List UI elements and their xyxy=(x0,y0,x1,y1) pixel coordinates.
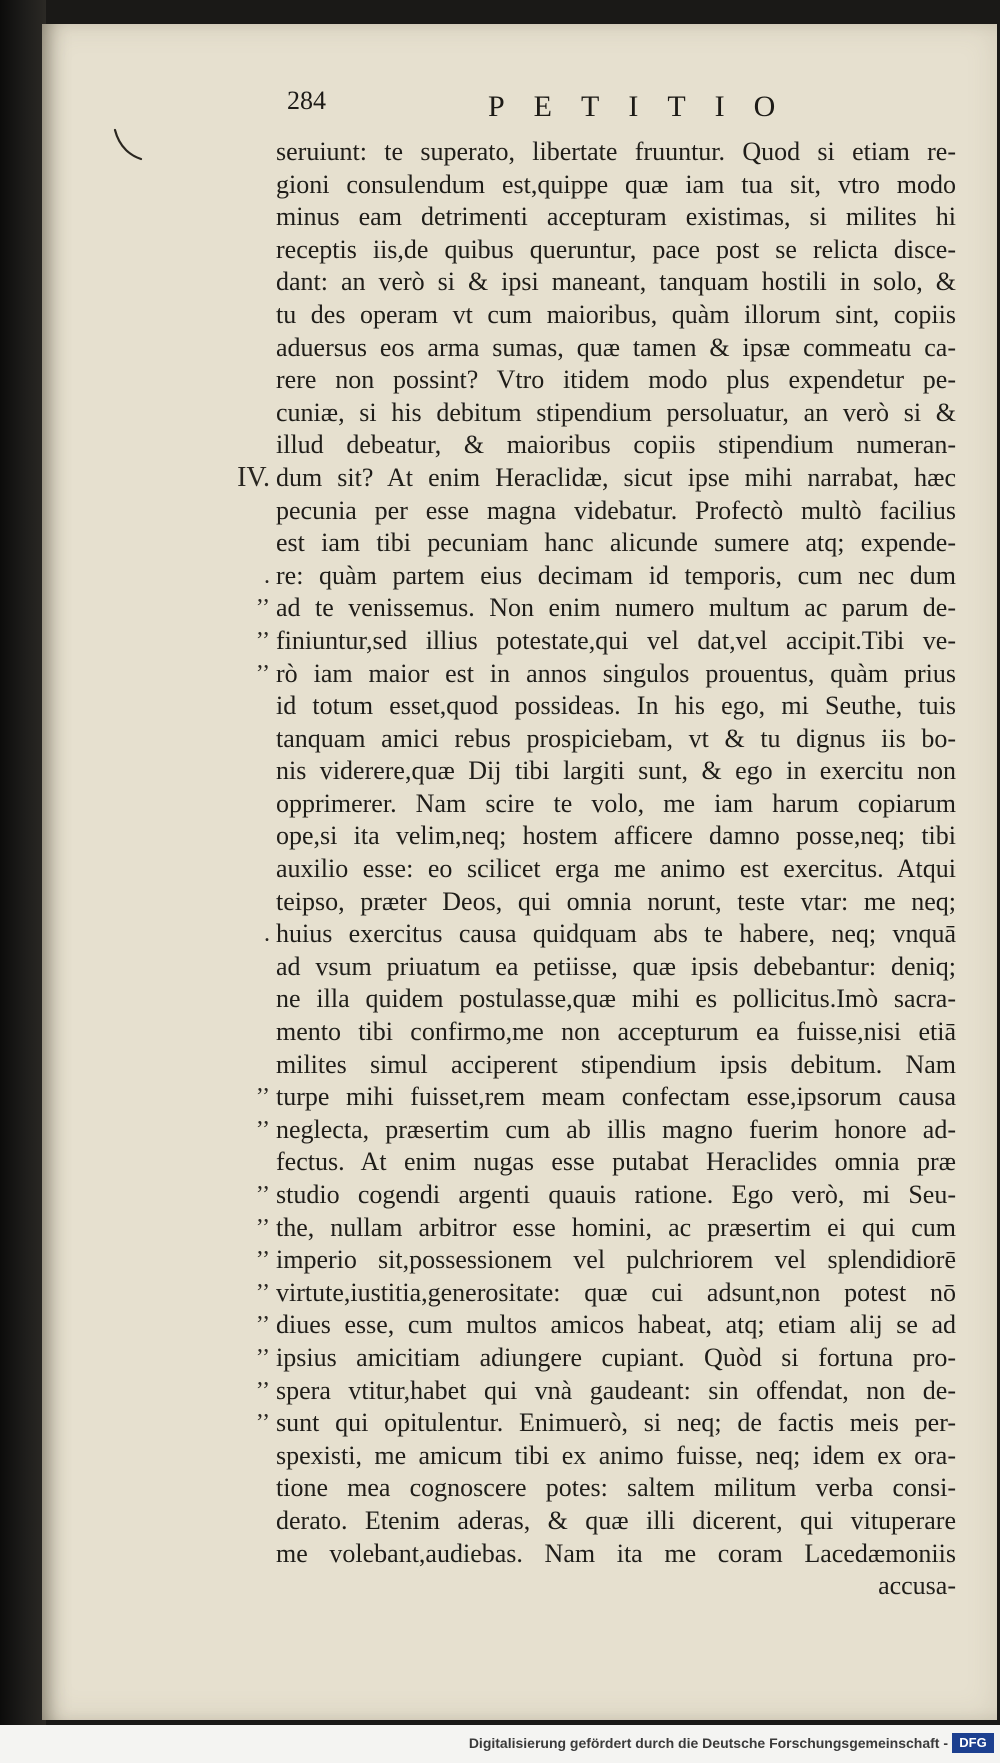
quote-mark: ’’ xyxy=(255,1410,270,1437)
text-line: ipsius amicitiam adiungere cupiant. Quòd si fortuna pro- xyxy=(276,1342,956,1372)
margin-blank xyxy=(224,495,276,528)
text-line: illud debeatur, & maioribus copiis stipendium numeran- xyxy=(276,430,956,460)
margin-blank xyxy=(224,1049,276,1082)
margin-blank xyxy=(224,201,276,234)
text-line: aduersus eos arma sumas, quæ tamen & ipsæ commeatu ca- xyxy=(276,332,956,362)
dfg-logo: DFG xyxy=(952,1733,994,1753)
margin-blank xyxy=(224,983,276,1016)
text-line: ope,si ita velim,neq; hostem afficere damno posse,neq; tibi xyxy=(276,821,956,851)
text-line: minus eam detrimenti accepturam existimas, si milites hi xyxy=(276,202,956,232)
margin-blank xyxy=(224,755,276,788)
text-line: spexisti, me amicum tibi ex animo fuisse, neq; idem ex ora- xyxy=(276,1440,956,1470)
margin-blank xyxy=(224,853,276,886)
book-binding xyxy=(0,0,46,1725)
margin-blank xyxy=(224,1146,276,1179)
text-line: gioni consulendum est,quippe quæ iam tua sit, vtro modo xyxy=(276,169,956,199)
text-line: spera vtitur,habet qui vnà gaudeant: sin offendat, non de- xyxy=(276,1375,956,1405)
text-line: teipso, præter Deos, qui omnia norunt, teste vtar: me neq; xyxy=(276,886,956,916)
margin-blank xyxy=(224,169,276,202)
margin-blank xyxy=(224,299,276,332)
margin-blank xyxy=(224,234,276,267)
running-head: PETITIO xyxy=(488,90,805,123)
text-line: finiuntur,sed illius potestate,qui vel dat,vel accipit.Tibi ve- xyxy=(276,625,956,655)
margin-blank xyxy=(224,429,276,462)
text-line: tu des operam vt cum maioribus, quàm illorum sint, copiis xyxy=(276,299,956,329)
margin-blank xyxy=(224,1016,276,1049)
margin-marks xyxy=(224,136,276,1440)
text-line: milites simul acciperent stipendium ipsis debitum. Nam xyxy=(276,1049,956,1079)
text-line: fectus. At enim nugas esse putabat Heraclides omnia præ xyxy=(276,1147,956,1177)
quote-mark: ’’ xyxy=(255,660,270,687)
body-text xyxy=(276,136,956,1603)
text-line: sunt qui opitulentur. Enimuerò, si neq; de factis meis per- xyxy=(276,1408,956,1438)
text-line: virtute,iustitia,generositate: quæ cui adsunt,non potest nō xyxy=(276,1277,956,1307)
quote-mark: ’’ xyxy=(255,1214,270,1241)
quote-mark: ’’ xyxy=(255,1312,270,1339)
margin-blank xyxy=(224,788,276,821)
margin-blank xyxy=(224,332,276,365)
text-line: me volebant,audiebas. Nam ita me coram Lacedæmoniis xyxy=(276,1538,956,1568)
margin-blank xyxy=(224,690,276,723)
funding-credit: Digitalisierung gefördert durch die Deutsche Forschungsgemeinschaft - xyxy=(468,1735,948,1751)
quote-mark: ’’ xyxy=(255,1116,270,1143)
pen-mark xyxy=(112,128,144,162)
quote-mark: ’’ xyxy=(255,1377,270,1404)
quote-mark: ’’ xyxy=(255,1084,270,1111)
quote-mark: ’’ xyxy=(255,595,270,622)
text-line: rere non possint? Vtro itidem modo plus expendetur pe- xyxy=(276,365,956,395)
margin-dot: . xyxy=(264,921,270,948)
quote-mark: ’’ xyxy=(255,1182,270,1208)
text-line: est iam tibi pecuniam hanc alicunde sumere atq; expende- xyxy=(276,528,956,558)
text-line: dum sit? At enim Heraclidæ, sicut ipse mihi narrabat, hæc xyxy=(276,462,956,492)
margin-blank xyxy=(224,364,276,397)
text-line: nis viderere,quæ Dij tibi largiti sunt, & ego in exercitu non xyxy=(276,756,956,786)
margin-blank xyxy=(224,886,276,919)
text-line: id totum esset,quod possideas. In his ego, mi Seuthe, tuis xyxy=(276,691,956,721)
footer-bar xyxy=(0,1725,1000,1763)
text-line: tione mea cognoscere potes: saltem militum verba consi- xyxy=(276,1473,956,1503)
quote-mark: ’’ xyxy=(255,1344,270,1371)
text-line: ad vsum priuatum ea petiisse, quæ ipsis debebantur: deniq; xyxy=(276,951,956,981)
text-line: seruiunt: te superato, libertate fruuntur. Quod si etiam re- xyxy=(276,137,956,166)
margin-blank xyxy=(224,820,276,853)
text-line: tanquam amici rebus prospiciebam, vt & tu dignus iis bo- xyxy=(276,723,956,753)
page-number: 284 xyxy=(287,86,326,115)
catchword: accusa- xyxy=(878,1571,956,1601)
quote-mark: ’’ xyxy=(255,627,270,654)
text-line: opprimerer. Nam scire te volo, me iam harum copiarum xyxy=(276,788,956,818)
quote-mark: ’’ xyxy=(255,1279,270,1306)
text-line: dant: an verò si & ipsi maneant, tanquam hostili in solo, & xyxy=(276,267,956,297)
text-line: studio cogendi argenti quauis ratione. Ego verò, mi Seu- xyxy=(276,1180,956,1209)
margin-dot: . xyxy=(264,562,270,589)
margin-blank xyxy=(224,527,276,560)
text-line: cuniæ, si his debitum stipendium persoluatur, an verò si & xyxy=(276,397,956,427)
quote-mark: ’’ xyxy=(255,1247,270,1274)
margin-blank xyxy=(224,266,276,299)
text-line: derato. Etenim aderas, & quæ illi dicerent, qui vituperare xyxy=(276,1505,956,1535)
text-line: ne illa quidem postulasse,quæ mihi es pollicitus.Imò sacra- xyxy=(276,984,956,1014)
text-line: huius exercitus causa quidquam abs te habere, neq; vnquā xyxy=(276,919,956,949)
text-line: pecunia per esse magna videbatur. Profectò multò facilius xyxy=(276,495,956,525)
section-number: IV. xyxy=(237,461,270,493)
margin-blank xyxy=(224,951,276,984)
text-line: turpe mihi fuisset,rem meam confectam esse,ipsorum causa xyxy=(276,1082,956,1112)
text-line: rò iam maior est in annos singulos prouentus, quàm prius xyxy=(276,658,956,688)
text-line: receptis iis,de quibus queruntur, pace post se relicta disce- xyxy=(276,234,956,264)
text-line: re: quàm partem eius decimam id temporis, cum nec dum xyxy=(276,560,956,590)
text-line: diues esse, cum multos amicos habeat, atq; etiam alij se ad xyxy=(276,1310,956,1340)
text-line: imperio sit,possessionem vel pulchriorem vel splendidiorē xyxy=(276,1245,956,1275)
margin-blank xyxy=(224,723,276,756)
margin-blank xyxy=(224,397,276,430)
text-line: auxilio esse: eo scilicet erga me animo est exercitus. Atqui xyxy=(276,854,956,884)
text-line: neglecta, præsertim cum ab illis magno fuerim honore ad- xyxy=(276,1114,956,1144)
text-line: mento tibi confirmo,me non accepturum ea fuisse,nisi etiā xyxy=(276,1017,956,1047)
text-line: ad te venissemus. Non enim numero multum ac parum de- xyxy=(276,593,956,623)
margin-blank xyxy=(224,136,276,169)
text-line: the, nullam arbitror esse homini, ac præsertim ei qui cum xyxy=(276,1212,956,1242)
